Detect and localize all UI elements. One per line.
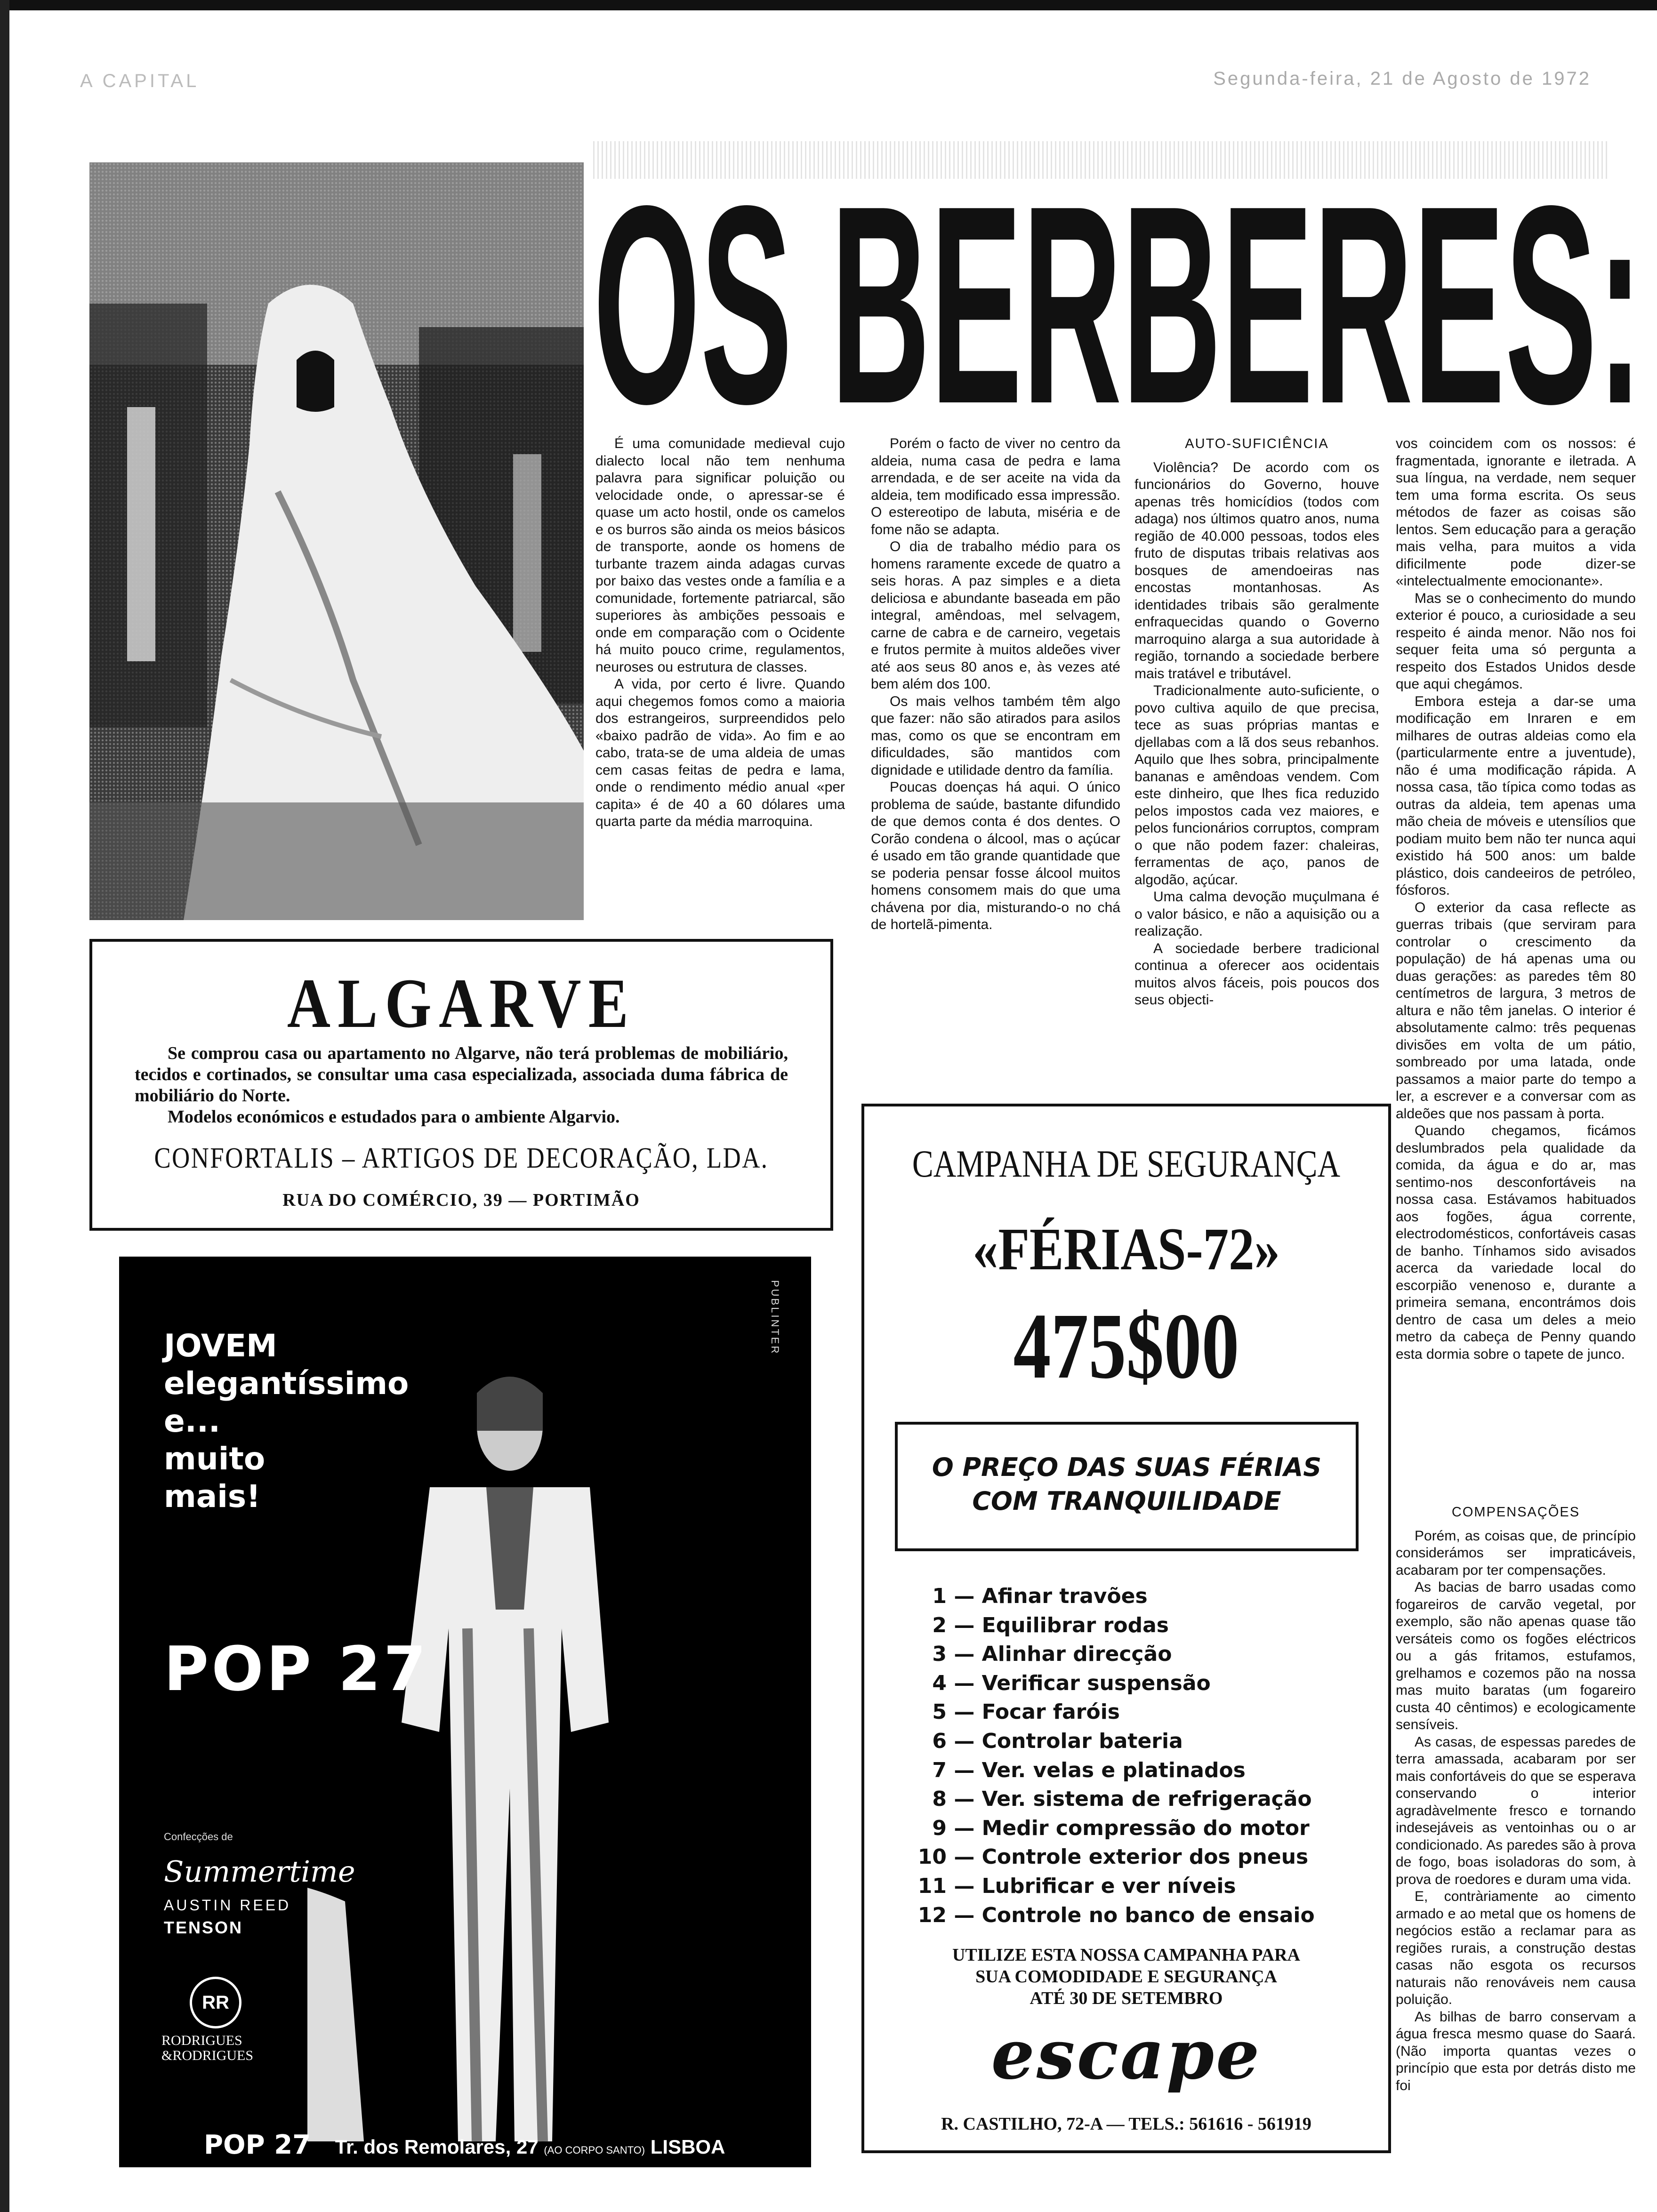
article-column-1 [595, 435, 845, 831]
berber-woman-photo [89, 162, 584, 920]
article-paragraph: Os mais velhos também têm algo que fazer: não são atirados para asilos mas, como os que se encontram em dificuldades, são mantidos com dignidade e utilidade dentro da família. [871, 693, 1120, 778]
checklist-item: 12 — Controle no banco de ensaio [909, 1901, 1315, 1930]
masthead-left: A CAPITAL [80, 71, 200, 91]
algarve-ad-body [135, 1043, 788, 1128]
article-paragraph: As bacias de barro usadas como fogareiros de carvão vegetal, por exemplo, são não apenas quase tão versáteis como os fogões eléctricos ou a gás fritamos, estufamos, grelhamos e cozemos pão na nossa mas muito baratas (um fogareiro custa 40 cêntimos) e ecologicamente sensíveis. [1396, 1579, 1636, 1732]
article-paragraph: Uma calma devoção muçulmana é o valor básico, e não a aquisição ou a realização. [1134, 889, 1379, 939]
algarve-ad [89, 939, 833, 1231]
top-border [0, 0, 1657, 10]
checklist-text: Medir compressão do motor [981, 1816, 1310, 1840]
checklist-item: 9 — Medir compressão do motor [909, 1814, 1315, 1843]
checklist-item: 5 — Focar faróis [909, 1698, 1315, 1727]
campanha-seguranca-ad [861, 1104, 1391, 2153]
article-paragraph: Mas se o conhecimento do mundo exterior é pouco, a curiosidade a seu respeito é ainda menor. Não nos foi sequer feita uma só pergunta a respeito dos Estados Unidos desde que aqui chegámos. [1396, 590, 1636, 692]
checklist-item: 6 — Controlar bateria [909, 1727, 1315, 1756]
campaign-cta-line: ATÉ 30 DE SETEMBRO [1030, 1988, 1223, 2008]
article-column-2 [871, 435, 1120, 934]
article-column-4 [1396, 435, 1636, 1363]
headline-text: OS BERBERES: [593, 181, 1643, 426]
article-paragraph: E, contràriamente ao cimento armado e ao metal que os homens de negócios estão a reclamar para as regiões rurais, a construção destas casas não esgota os recursos naturais não renováveis nem causa poluição. [1396, 1889, 1636, 2007]
checklist-text: Equilibrar rodas [981, 1613, 1169, 1637]
left-border [0, 0, 9, 2212]
campaign-price: 475$00 [1013, 1294, 1239, 1398]
pop27-headline-line: mais! [164, 1478, 261, 1515]
campaign-tagline-line: COM TRANQUILIDADE [972, 1486, 1281, 1516]
checklist-text: Focar faróis [981, 1700, 1120, 1724]
checklist-number: 8 [932, 1787, 947, 1811]
makers-label: Confecções de [164, 1831, 233, 1843]
campaign-tagline-line: O PREÇO DAS SUAS FÉRIAS [932, 1452, 1322, 1482]
pop27-headline-line: e... [164, 1403, 220, 1439]
checklist-number: 3 [932, 1642, 947, 1667]
article-paragraph: Porém, as coisas que, de princípio considerámos ser impraticáveis, acabaram por ter compensações. [1396, 1528, 1636, 1578]
pop27-footer-street: Tr. dos Remolares, 27 [335, 2136, 539, 2158]
article-paragraph: O exterior da casa reflecte as guerras tribais (que serviram para controlar o crescimento da população) de há apenas uma ou duas gerações: as paredes têm 80 centímetros de largura, 3 metros de altura e não têm janelas. O interior é absolutamente calmo: três pequenas divisões em volta de um pátio, sombreado por uma latada, onde passamos a maior parte do tempo a ler, a escrever e a conversar com as aldeões que nos passam à porta. [1396, 899, 1636, 1122]
checklist-number: 10 [917, 1845, 947, 1869]
article-paragraph: O dia de trabalho médio para os homens raramente excede de quatro a seis horas. A paz simples e a dieta deliciosa e abundante baseada em pão integral, amêndoas, mel selvagem, carne de cabra e de carneiro, vegetais e frutos permite à muitos aldeões viver até aos seus 80 anos e, às vezes até bem além dos 100. [871, 539, 1120, 692]
halftone-band [593, 141, 1610, 179]
section-heading-auto-suficiencia: AUTO-SUFICIÊNCIA [1185, 436, 1329, 451]
article-paragraph: Porém o facto de viver no centro da aldeia, numa casa de pedra e lama arrendada, e de ser aceite na vida da aldeia, tem modificado essa impressão. O estereotipo de labuta, miséria e de fome não se adapta. [871, 436, 1120, 537]
article-paragraph: Quando chegamos, ficámos deslumbrados pela qualidade da comida, da água e do ar, mas sentimo-nos desconfortáveis na nossa casa. Estávamos habituados aos fogões, água corrente, electrodomésticos, confortáveis casas de banho. Tínhamos sido avisados acerca da variedade local do escorpião venenoso e, durante a primeira semana, encontrámos dois dentro de casa um deles a meio metro da cabeça de Penny quando esta dormia sobre o tapete de junco. [1396, 1123, 1636, 1362]
algarve-ad-company: CONFORTALIS – ARTIGOS DE DECORAÇÃO, LDA. [154, 1142, 769, 1174]
rodrigues-rr-icon: RR [190, 1977, 241, 2028]
section-heading-compensacoes: COMPENSAÇÕES [1451, 1505, 1580, 1520]
checklist-number: 1 [932, 1584, 947, 1608]
campaign-call-to-action [864, 1944, 1388, 2009]
tenson-logo: TENSON [164, 1918, 243, 1937]
checklist-number: 11 [917, 1874, 947, 1898]
checklist-item: 4 — Verificar suspensão [909, 1669, 1315, 1698]
checklist-text: Controle no banco de ensaio [981, 1903, 1315, 1927]
algarve-ad-title: ALGARVE [287, 964, 636, 1042]
campaign-name: «FÉRIAS-72» [973, 1216, 1280, 1282]
pop27-headline-line: JOVEM [164, 1328, 277, 1364]
campaign-cta-line: SUA COMODIDADE E SEGURANÇA [975, 1967, 1277, 1987]
checklist-number: 7 [932, 1758, 947, 1782]
publinter-credit: PUBLINTER [769, 1280, 781, 1355]
masthead-date: Segunda-feira, 21 de Agosto de 1972 [1213, 68, 1591, 89]
checklist-item: 3 — Alinhar direcção [909, 1640, 1315, 1669]
pop27-headline-line: elegantíssimo [164, 1365, 409, 1402]
campaign-tagline-box [895, 1422, 1359, 1551]
pop27-footer-city: LISBOA [650, 2136, 725, 2158]
checklist-text: Verificar suspensão [981, 1671, 1211, 1695]
pop27-ad [119, 1257, 811, 2167]
checklist-text: Controle exterior dos pneus [981, 1845, 1309, 1869]
checklist-item: 8 — Ver. sistema de refrigeração [909, 1785, 1315, 1814]
article-paragraph: Poucas doenças há aqui. O único problema de saúde, bastante difundido de que demos conta é dos dentes. O Corão condena o álcool, mas o açúcar é usado em tão grande quantidade que se poderia pensar fosse álcool muitos homens consomem mais do que uma chávena por dia, misturando-o no chá de hortelã-pimenta. [871, 779, 1120, 932]
austin-reed-logo: AUSTIN REED [164, 1897, 291, 1914]
pop27-footer-logo: POP 27 [204, 2130, 311, 2160]
article-paragraph: É uma comunidade medieval cujo dialecto local não tem nenhuma palavra para significar poluição ou velocidade onde, o apressar-se é quase um acto hostil, onde os camelos e os burros são ainda os meios básicos de transporte, aonde os homens de turbante trazem ainda adagas curvas por baixo das vestes onde a família e a comunidade, fortemente patriarcal, são superiores às ambições pessoais e onde em comparação com o Ocidente há muito pouco crime, regulamentos, neuroses ou estrutura de classes. [595, 436, 845, 675]
campaign-title: CAMPANHA DE SEGURANÇA [912, 1142, 1341, 1185]
summertime-logo: Summertime [164, 1854, 355, 1889]
escape-logo: escape [991, 2015, 1262, 2095]
checklist-item: 1 — Afinar travões [909, 1582, 1315, 1611]
checklist-text: Lubrificar e ver níveis [981, 1874, 1236, 1898]
algarve-ad-paragraph: Modelos económicos e estudados para o ambiente Algarvio. [168, 1107, 620, 1127]
checklist-item: 11 — Lubrificar e ver níveis [909, 1872, 1315, 1901]
pop27-headline [164, 1327, 409, 1515]
algarve-ad-address: RUA DO COMÉRCIO, 39 — PORTIMÃO [282, 1190, 640, 1210]
checklist-text: Ver. sistema de refrigeração [981, 1787, 1312, 1811]
checklist-number: 9 [932, 1816, 947, 1840]
article-paragraph: A sociedade berbere tradicional continua a oferecer aos ocidentais muitos alvos fáceis, pois poucos dos seus objecti- [1134, 940, 1379, 1008]
checklist-number: 5 [932, 1700, 947, 1724]
checklist-item: 7 — Ver. velas e platinados [909, 1756, 1315, 1785]
article-column-3 [1134, 435, 1379, 1009]
pop27-footer-note: (AO CORPO SANTO) [544, 2144, 645, 2156]
algarve-ad-paragraph: Se comprou casa ou apartamento no Algarve, não terá problemas de mobiliário, tecidos e cortinados, se consultar uma casa especializada, associada duma fábrica de mobiliário do Norte. [135, 1043, 788, 1106]
article-paragraph: Embora esteja a dar-se uma modificação em Inraren e em milhares de outras aldeias como ela (particularmente entre a juventude), não é uma modificação rápida. A nossa casa, tão típica como todas as outras da aldeia, tem apenas uma mão cheia de móveis e utensílios que podiam muito bem não ter nunca aqui existido há 500 anos: um balde plástico, dois candeeiros de petróleo, fósforos. [1396, 693, 1636, 898]
article-paragraph: As casas, de espessas paredes de terra amassada, acabaram por ser mais confortáveis do que se esperava conservando o interior agradàvelmente fresco e tornando indesejáveis as ventoinhas ou o ar condicionado. As paredes são à prova de fogo, boas isoladoras do som, à prova de roedores e duram uma vida. [1396, 1734, 1636, 1887]
pop27-headline-line: muito [164, 1441, 265, 1477]
pop27-footer [204, 2130, 725, 2160]
checklist-text: Alinhar direcção [981, 1642, 1172, 1667]
article-paragraph: A vida, por certo é livre. Quando aqui chegemos fomos como a maioria dos estrangeiros, surpreendidos pelo «baixo padrão de vida». Ao fim e ao cabo, trata-se de uma aldeia de umas cem casas feitas de pedra e lama, onde o rendimento médio anual «per capita» é de 40 a 60 dólares uma quarta parte da média marroquina. [595, 676, 845, 829]
checklist-text: Controlar bateria [981, 1729, 1183, 1753]
campaign-address: R. CASTILHO, 72-A — TELS.: 561616 - 561919 [941, 2114, 1311, 2134]
campaign-checklist [909, 1582, 1315, 1930]
checklist-text: Afinar travões [981, 1584, 1148, 1608]
campaign-cta-line: UTILIZE ESTA NOSSA CAMPANHA PARA [952, 1945, 1300, 1965]
checklist-number: 6 [932, 1729, 947, 1753]
checklist-number: 2 [932, 1613, 947, 1637]
pop27-logo: POP 27 [164, 1633, 429, 1705]
checklist-text: Ver. velas e platinados [981, 1758, 1246, 1782]
rodrigues-line: &RODRIGUES [161, 2048, 254, 2063]
checklist-number: 12 [917, 1903, 947, 1927]
article-paragraph: As bilhas de barro conservam a água fresca mesmo quase do Saará. (Não importa quantas vezes o princípio que esta por detrás disto me foi [1396, 2009, 1636, 2093]
article-paragraph: vos coincidem com os nossos: é fragmentada, ignorante e iletrada. A sua língua, na verdade, nem sequer tem uma forma escrita. Os seus métodos de fazer as coisas são lentos. Sem educação para a geração mais velha, para muitos a vida dificilmente pode dizer-se «intelectualmente emocionante». [1396, 436, 1636, 589]
article-headline [593, 181, 1648, 426]
article-paragraph: Tradicionalmente auto-suficiente, o povo cultiva aquilo de que precisa, tece as suas próprias mantas e djellabas com a lã dos seus rebanhos. Aquilo que lhes sobra, principalmente bananas e amêndoas vendem. Com este dinheiro, que lhes fica reduzido pelos impostos cada vez maiores, e pelos funcionários corruptos, compram o que não podem fazer: chaleiras, ferramentas de aço, panos de algodão, açúcar. [1134, 683, 1379, 888]
article-column-4-continued [1396, 1504, 1636, 2094]
checklist-item: 2 — Equilibrar rodas [909, 1611, 1315, 1640]
checklist-number: 4 [932, 1671, 947, 1695]
checklist-item: 10 — Controle exterior dos pneus [909, 1843, 1315, 1872]
rodrigues-logo-text [161, 2033, 253, 2063]
article-paragraph: Violência? De acordo com os funcionários do Governo, houve apenas três homicídios (todos com adaga) nos últimos quatro anos, numa região de 40.000 pessoas, todos eles fruto de disputas tribais relativas aos bosques de amendoeiras nas encostas montanhosas. As identidades tribais são geralmente enfraquecidas quando o Governo marroquino alarga a sua autoridade à região, tornando a sociedade berbere mais tratável e tributável. [1134, 459, 1379, 681]
rodrigues-line: RODRIGUES [161, 2033, 242, 2048]
